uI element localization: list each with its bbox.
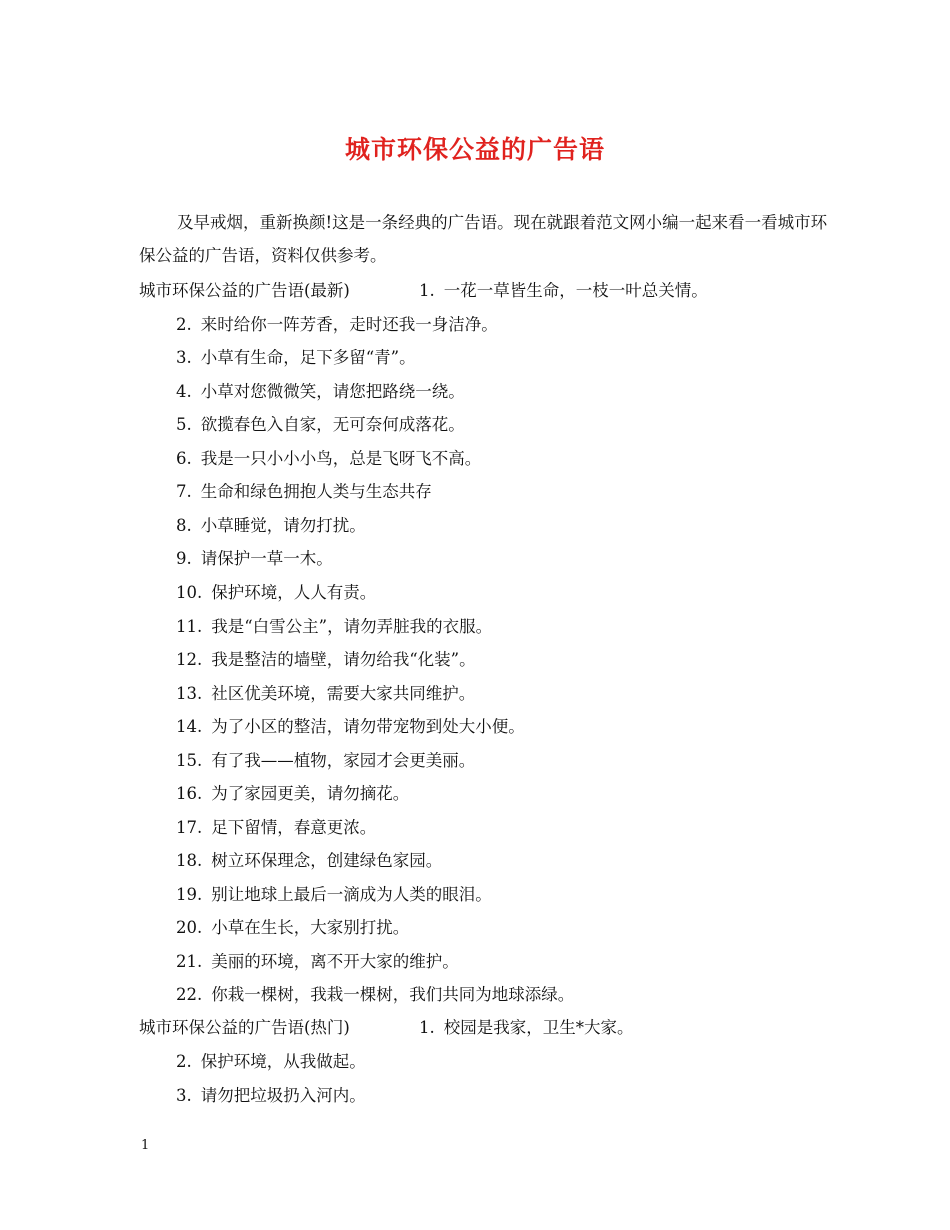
- item-text: 保护环境，人人有责。: [211, 583, 377, 602]
- section-heading-line: [139, 281, 708, 301]
- list-item: [176, 549, 333, 569]
- item-number: 15.: [176, 751, 203, 770]
- list-item: [176, 415, 465, 435]
- item-text: 足下留情，春意更浓。: [211, 818, 377, 837]
- item-number: 12.: [176, 650, 203, 669]
- section-heading: 城市环保公益的广告语(最新): [139, 281, 350, 300]
- item-text: 为了家园更美，请勿摘花。: [211, 784, 410, 803]
- list-item: [176, 617, 492, 637]
- item-text: 树立环保理念，创建绿色家园。: [211, 851, 443, 870]
- list-item: [176, 449, 481, 469]
- item-text: 别让地球上最后一滴成为人类的眼泪。: [211, 885, 492, 904]
- item-text: 小草睡觉，请勿打扰。: [200, 516, 366, 535]
- item-number: 9.: [176, 549, 192, 568]
- item-number: 10.: [176, 583, 203, 602]
- section-heading-line: [139, 1018, 634, 1038]
- list-item: [176, 1052, 366, 1072]
- item-text: 我是“白雪公主”，请勿弄脏我的衣服。: [211, 617, 493, 636]
- item-text: 请保护一草一木。: [200, 549, 333, 568]
- list-item: [176, 784, 409, 804]
- item-text: 有了我——植物，家园才会更美丽。: [211, 751, 476, 770]
- item-text: 小草在生长，大家别打扰。: [211, 918, 410, 937]
- item-text: 一花一草皆生命，一枝一叶总关情。: [443, 281, 708, 300]
- item-number: 11.: [176, 617, 203, 636]
- list-item: [176, 851, 442, 871]
- item-text: 你栽一棵树，我栽一棵树，我们共同为地球添绿。: [211, 985, 575, 1004]
- item-number: 1.: [419, 281, 435, 300]
- item-text: 生命和绿色拥抱人类与生态共存: [200, 482, 432, 501]
- list-item: [176, 985, 574, 1005]
- item-text: 我是一只小小小鸟，总是飞呀飞不高。: [200, 449, 482, 468]
- item-number: 16.: [176, 784, 203, 803]
- page-number: 1: [141, 1138, 150, 1153]
- item-text: 来时给你一阵芳香，走时还我一身洁净。: [200, 315, 498, 334]
- intro-paragraph: 及早戒烟，重新换颜!这是一条经典的广告语。现在就跟着范文网小编一起来看一看城市环保公益的广告语，资料仅供参考。: [139, 213, 828, 265]
- item-number: 7.: [176, 482, 192, 501]
- list-item: [176, 818, 376, 838]
- item-text: 为了小区的整洁，请勿带宠物到处大小便。: [211, 717, 525, 736]
- item-text: 美丽的环境，离不开大家的维护。: [211, 952, 459, 971]
- item-number: 20.: [176, 918, 203, 937]
- item-number: 21.: [176, 952, 203, 971]
- list-item: [176, 684, 475, 704]
- item-number: 8.: [176, 516, 192, 535]
- item-text: 校园是我家，卫生*大家。: [443, 1018, 634, 1037]
- item-number: 6.: [176, 449, 192, 468]
- list-item: [176, 482, 432, 502]
- item-text: 请勿把垃圾扔入河内。: [200, 1086, 366, 1105]
- item-number: 4.: [176, 382, 192, 401]
- list-item: [176, 382, 465, 402]
- item-text: 社区优美环境，需要大家共同维护。: [211, 684, 476, 703]
- section-heading: 城市环保公益的广告语(热门): [139, 1018, 350, 1037]
- list-item: [176, 1086, 366, 1106]
- list-item: [176, 516, 366, 536]
- item-text: 小草有生命，足下多留“青”。: [200, 348, 416, 367]
- item-number: 5.: [176, 415, 192, 434]
- item-number: 1.: [419, 1018, 435, 1037]
- list-item: [176, 751, 475, 771]
- item-number: 19.: [176, 885, 203, 904]
- item-text: 保护环境，从我做起。: [200, 1052, 366, 1071]
- list-item: [176, 348, 416, 368]
- item-number: 2.: [176, 1052, 192, 1071]
- list-item: [176, 952, 459, 972]
- list-item: [176, 885, 492, 905]
- list-item: [176, 650, 476, 670]
- list-item: [176, 918, 409, 938]
- item-number: 3.: [176, 1086, 192, 1105]
- list-item: [176, 583, 376, 603]
- item-number: 2.: [176, 315, 192, 334]
- item-number: 3.: [176, 348, 192, 367]
- item-number: 14.: [176, 717, 203, 736]
- document-title: 城市环保公益的广告语: [344, 135, 605, 164]
- list-item: [176, 717, 525, 737]
- item-number: 22.: [176, 985, 203, 1004]
- item-text: 欲揽春色入自家，无可奈何成落花。: [200, 415, 465, 434]
- item-number: 18.: [176, 851, 203, 870]
- list-item: [176, 315, 498, 335]
- item-text: 小草对您微微笑，请您把路绕一绕。: [200, 382, 465, 401]
- item-number: 13.: [176, 684, 203, 703]
- item-text: 我是整洁的墙壁，请勿给我“化装”。: [211, 650, 476, 669]
- item-number: 17.: [176, 818, 203, 837]
